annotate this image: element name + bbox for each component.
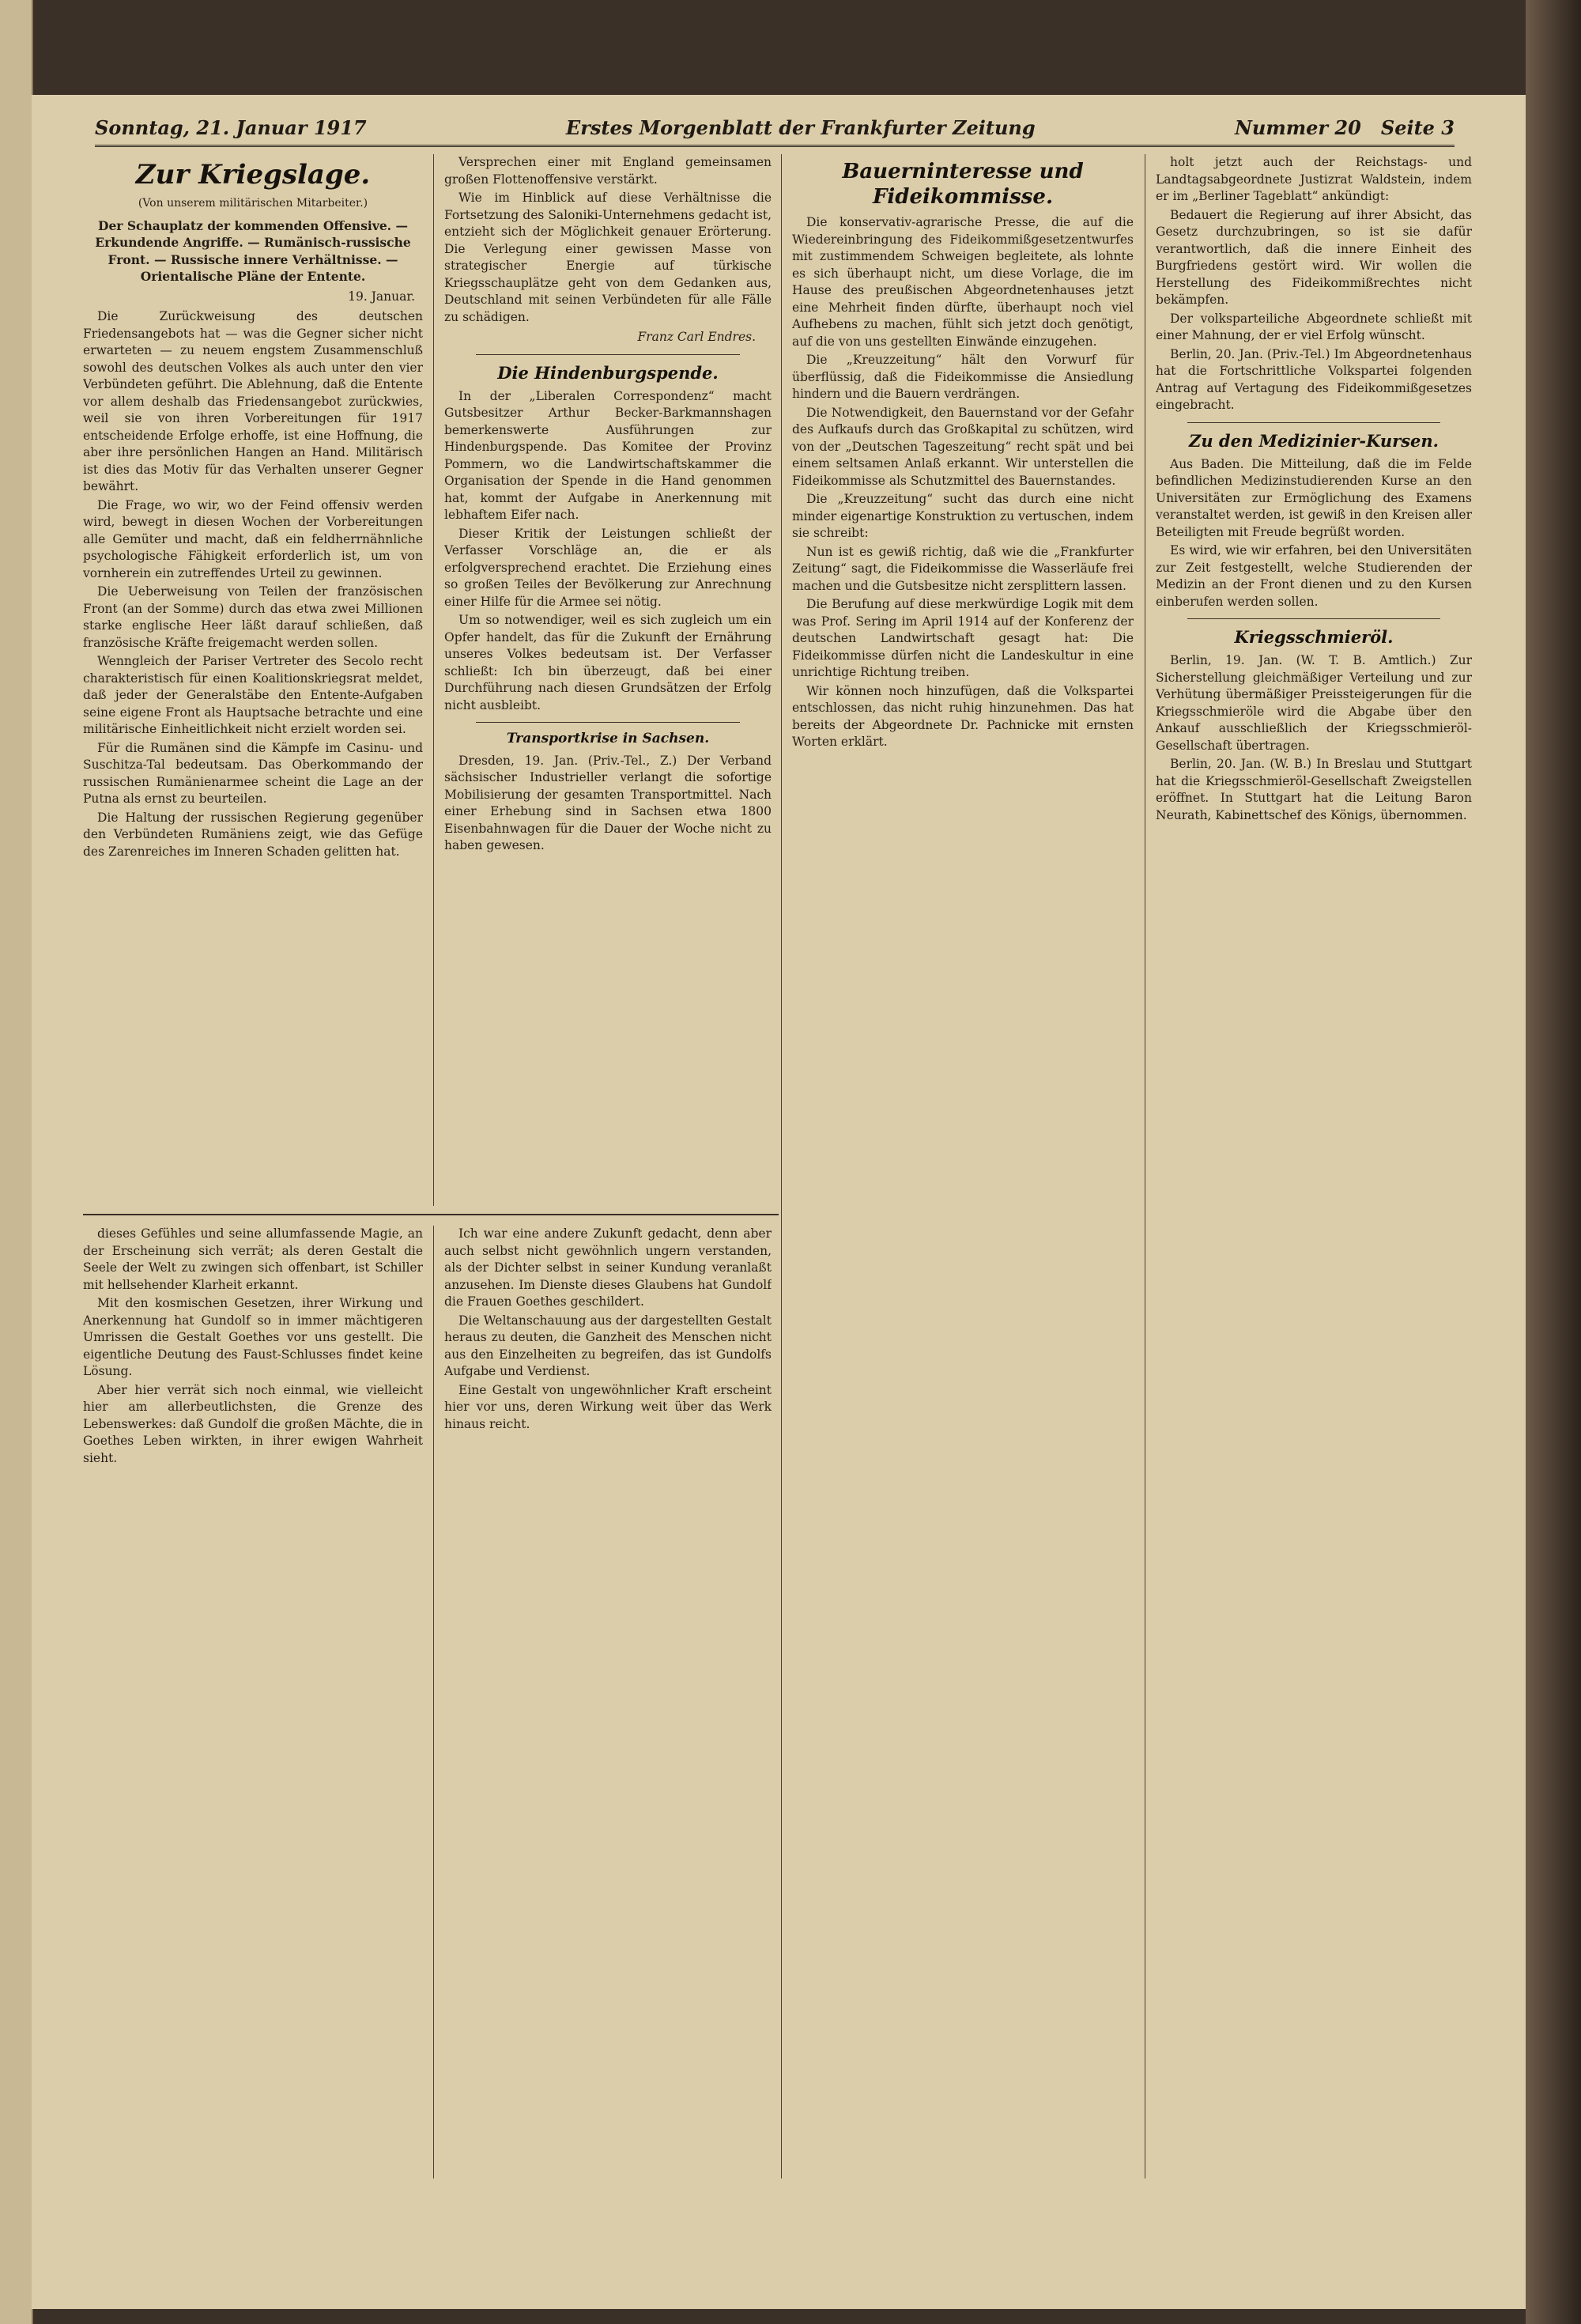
article-paragraph: Die „Kreuzzeitung“ sucht das durch eine nicht minder eigenartige Konstruktion zu vertuschen, indem sie schreibt:	[792, 492, 1134, 540]
article-byline: (Von unserem militärischen Mitarbeiter.)	[138, 197, 368, 210]
masthead-number: Nummer 20	[1234, 115, 1361, 139]
feuilleton-column-1	[83, 1226, 423, 2175]
article-paragraph: Berlin, 19. Jan. (W. T. B. Amtlich.) Zur Sicherstellung gleichmäßiger Verteilung und zur Verhütung übermäßiger Preissteigerungen für die Kriegsschmieröle wird die Abgabe über den Ankauf ausschließlich der Kriegsschmieröl-Gesellschaft übertragen.	[1156, 653, 1472, 753]
article-paragraph: Berlin, 20. Jan. (Priv.-Tel.) Im Abgeordnetenhaus hat die Fortschrittliche Volkspartei folgenden Antrag auf Vertagung des Fideikommißgesetzes eingebracht.	[1156, 346, 1472, 412]
article-paragraph: Ich war eine andere Zukunft gedacht, denn aber auch selbst nicht gewöhnlich ungern verstanden, als der Dichter selbst in seiner Kundung veranlaßt anzusehen. Im Dienste dieses Glaubens hat Gundolf die Frauen Goethes geschildert.	[444, 1226, 772, 1309]
article-paragraph: Für die Rumänen sind die Kämpfe im Casinu- und Suschitza-Tal bedeutsam. Das Oberkommando der russischen Rumänienarmee scheint die Lage an der Putna als ernst zu beurteilen.	[83, 740, 423, 806]
masthead-title: Erstes Morgenblatt der Frankfurter Zeitung	[565, 115, 1036, 139]
masthead-page: Seite 3	[1380, 115, 1455, 139]
article-paragraph: Es wird, wie wir erfahren, bei den Universitäten zur Zeit festgestellt, welche Studierenden der Medizin an der Front dienen und zu den Kursen einberufen werden sollen.	[1156, 543, 1472, 609]
article-headline: Bauerninteresse und Fideikommisse.	[842, 160, 1084, 209]
article-headline: Zur Kriegslage.	[135, 159, 371, 191]
article-paragraph: Die Berufung auf diese merkwürdige Logik mit dem was Prof. Sering im April 1914 auf der Konferenz der deutschen Landwirtschaft gesagt hat: Die Fideikommisse dürfen nicht die Landeskultur in eine unrichtige Richtung treiben.	[792, 597, 1134, 679]
column-divider	[781, 154, 782, 2179]
section-divider	[83, 1214, 779, 1215]
book-spine	[1526, 0, 1581, 2324]
column-divider	[433, 154, 434, 1206]
feuilleton-column-2	[444, 1226, 772, 2175]
article-paragraph: Wenngleich der Pariser Vertreter des Secolo recht charakteristisch für einen Koalitionskriegsrat meldet, daß jeder der Generalstäbe den Entente-Aufgaben seine eigene Front als Hauptsache betrachte und eine militärische Einheitlichkeit nicht erzielt worden sei.	[83, 654, 423, 736]
article-separator	[1187, 618, 1440, 619]
column-3	[792, 154, 1134, 2179]
article-paragraph: Die „Kreuzzeitung“ hält den Vorwurf für überflüssig, daß die Fideikommisse die Ansiedlung hindern und die Bauern verdrängen.	[792, 353, 1134, 401]
article-paragraph: Bedauert die Regierung auf ihrer Absicht, das Gesetz durchzubringen, so ist sie dafür verantwortlich, daß die innere Einheit des Burgfriedens gestört wird. Wir wollen die Herstellung des Fideikommißrechtes nicht bekämpfen.	[1156, 207, 1472, 307]
article-summary: Der Schauplatz der kommenden Offensive. — Erkundende Angriffe. — Rumänisch-russische Front. — Russische innere Verhältnisse. — Orientalische Pläne der Entente.	[95, 217, 411, 284]
masthead	[95, 113, 1455, 142]
masthead-date: Sonntag, 21. Januar 1917	[95, 115, 367, 139]
article-paragraph: Aus Baden. Die Mitteilung, daß die im Felde befindlichen Medizinstudierenden Kurse an den Universitäten zur Ermöglichung des Examens veranstaltet werden, ist gewiß in den Kreisen aller Beteiligten mit Freude begrüßt worden.	[1156, 456, 1472, 539]
article-paragraph: Die Weltanschauung aus der dargestellten Gestalt heraus zu deuten, die Ganzheit des Menschen nicht aus den Einzelheiten zu begreifen, das ist Gundolfs Aufgabe und Verdienst.	[444, 1313, 772, 1378]
article-signature: Franz Carl Endres.	[637, 330, 756, 344]
column-divider	[433, 1226, 434, 2179]
article-paragraph: Wir können noch hinzufügen, daß die Volkspartei entschlossen, das nicht ruhig hinzunehmen. Das hat bereits der Abgeordnete Dr. Pachnicke mit ernsten Worten erklärt.	[792, 683, 1134, 749]
article-headline: Kriegsschmieröl.	[1234, 627, 1394, 647]
column-1	[83, 154, 423, 1206]
column-4	[1156, 154, 1472, 2179]
masthead-page-info	[1235, 116, 1455, 139]
article-paragraph: Nun ist es gewiß richtig, daß wie die „Frankfurter Zeitung“ sagt, die Fideikommisse die Wasserläufe frei machen und die Gutsbesitze nicht zersplittern lassen.	[792, 544, 1134, 593]
article-paragraph: Aber hier verrät sich noch einmal, wie vielleicht hier am allerbeutlichsten, die Grenze des Lebenswerkes: daß Gundolf die großen Mächte, die in Goethes Leben wirkten, in ihrer ewigen Wahrheit sieht.	[83, 1382, 423, 1465]
article-paragraph: Die Ueberweisung von Teilen der französischen Front (an der Somme) durch das etwa zwei Millionen starke englische Heer läßt darauf schließen, daß französische Kräfte freigemacht werden sollen.	[83, 584, 423, 650]
article-paragraph: Die Zurückweisung des deutschen Friedensangebots hat — was die Gegner sicher nicht erwarteten — zu neuem engstem Zusammenschluß sowohl des deutschen Volkes als auch unter den vier Verbündeten geführt. Die Ablehnung, daß die Entente vor allem deshalb das Friedensangebot zurückwies, weil sie von ihren Vorbereitungen für 1917 entscheidende Erfolge erhoffe, ist eine Hoffnung, die aber ihre persönlichen Hangen an Hand. Militärisch ist dies das Motiv für das Verhalten unserer Gegner bewährt.	[83, 309, 423, 493]
article-paragraph: holt jetzt auch der Reichstags- und Landtagsabgeordnete Justizrat Waldstein, indem er im „Berliner Tageblatt“ ankündigt:	[1156, 155, 1472, 203]
article-paragraph: Die Frage, wo wir, wo der Feind offensiv werden wird, bewegt in diesen Wochen der Vorbereitungen alle Gemüter und macht, daß ein feldherrnähnliche psychologische Fähigkeit erforderlich ist, um von vornherein ein zutreffendes Urteil zu gewinnen.	[83, 497, 423, 580]
article-paragraph: Dieser Kritik der Leistungen schließt der Verfasser Vorschläge an, die er als erfolgversprechend erachtet. Die Erziehung eines so großen Teiles der Bevölkerung zur Anrechnung einer Hilfe für die Armee sei nötig.	[444, 526, 772, 609]
article-paragraph: Versprechen einer mit England gemeinsamen großen Flottenoffensive verstärkt.	[444, 155, 772, 187]
article-separator	[476, 722, 740, 723]
article-paragraph: Berlin, 20. Jan. (W. B.) In Breslau und Stuttgart hat die Kriegsschmieröl-Gesellschaft Zweigstellen eröffnet. In Stuttgart hat die Leitung Baron Neurath, Kabinettschef des Königs, übernommen.	[1156, 757, 1472, 822]
article-paragraph: dieses Gefühles und seine allumfassende Magie, an der Erscheinung sich verrät; als deren Gestalt die Seele der Welt zu zwingen sich offenbart, ist Schiller mit hellsehender Klarheit erkannt.	[83, 1226, 423, 1292]
article-paragraph: Dresden, 19. Jan. (Priv.-Tel., Z.) Der Verband sächsischer Industrieller verlangt die sofortige Mobilisierung der gesamten Transportmittel. Nach einer Erhebung sind in Sachsen etwa 1800 Eisenbahnwagen für die Dauer der Woche nicht zu haben gewesen.	[444, 753, 772, 852]
article-paragraph: Die Haltung der russischen Regierung gegenüber den Verbündeten Rumäniens zeigt, wie das Gefüge des Zarenreiches im Inneren Schaden gelitten hat.	[83, 810, 423, 859]
article-paragraph: Mit den kosmischen Gesetzen, ihrer Wirkung und Anerkennung hat Gundolf so in immer mächtigeren Umrissen die Gestalt Goethes vor uns gestellt. Die eigentliche Deutung des Faust-Schlusses findet keine Lösung.	[83, 1296, 423, 1378]
column-2	[444, 154, 772, 1206]
article-paragraph: Eine Gestalt von ungewöhnlicher Kraft erscheint hier vor uns, deren Wirkung weit über das Werk hinaus reicht.	[444, 1382, 772, 1431]
masthead-rule	[95, 145, 1455, 147]
article-paragraph: Wie im Hinblick auf diese Verhältnisse die Fortsetzung des Saloniki-Unternehmens gedacht ist, entzieht sich der Möglichkeit genauer Erörterung. Die Verlegung einer gewissen Masse von strategischer Energie auf türkische Kriegsschauplätze geht von dem Gedanken aus, Deutschland mit seinen Verbündeten für alle Fälle zu schädigen.	[444, 191, 772, 324]
article-paragraph: Die Notwendigkeit, den Bauernstand vor der Gefahr des Aufkaufs durch das Großkapital zu schützen, wird von der „Deutschen Tageszeitung“ recht spät und bei einem seltsamen Anlaß erkannt. Wir unterstellen die Fideikommisse als Schutzmittel des Bauernstandes.	[792, 405, 1134, 488]
article-headline: Transportkrise in Sachsen.	[506, 731, 710, 746]
article-separator	[1187, 422, 1440, 423]
article-paragraph: Die konservativ-agrarische Presse, die auf die Wiedereinbringung des Fideikommißgesetzentwurfes mit zustimmendem Schweigen begleitete, als lohnte es sich überhaupt nicht, um diese Vorlage, die im Hause des preußischen Abgeordnetenhauses jetzt eine Mehrheit finden dürfte, überhaupt noch viel Aufhebens zu machen, fühlt sich jetzt doch genötigt, auf die von uns gestellten Einwände einzugehen.	[792, 215, 1134, 349]
article-separator	[476, 354, 740, 355]
article-paragraph: Der volksparteiliche Abgeordnete schließt mit einer Mahnung, der er viel Erfolg wünscht.	[1156, 311, 1472, 342]
article-paragraph: In der „Liberalen Correspondenz“ macht Gutsbesitzer Arthur Becker-Barkmannshagen bemerkenswerte Ausführungen zur Hindenburgspende. Das Komitee der Provinz Pommern, wo die Landwirtschaftskammer die Organisation der Spende in die Hand genommen hat, kommt der Aufgabe in Anerkennung mit lebhaftem Eifer nach.	[444, 388, 772, 522]
article-dateline: 19. Januar.	[348, 289, 415, 304]
page-left-edge	[0, 0, 33, 2324]
article-paragraph: Um so notwendiger, weil es sich zugleich um ein Opfer handelt, das für die Zukunft der Ernährung unseres Volkes bedeutsam ist. Der Verfasser schließt: Ich bin überzeugt, daß bei einer Durchführung nach diesen Grundsätzen der Erfolg nicht ausbleibt.	[444, 613, 772, 712]
article-headline: Die Hindenburgspende.	[497, 362, 719, 383]
article-headline: Zu den Medizinier-Kursen.	[1189, 430, 1439, 451]
